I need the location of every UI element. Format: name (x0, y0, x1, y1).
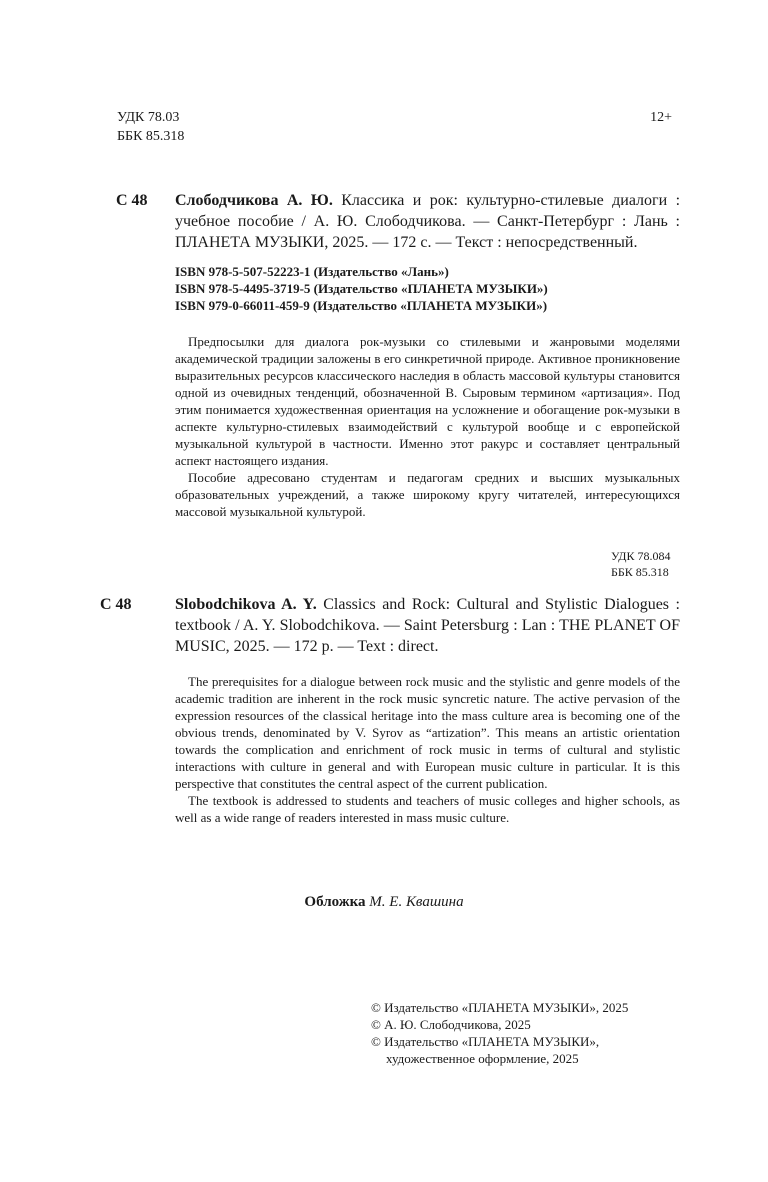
bbk-code: ББК 85.318 (611, 565, 669, 579)
copyright-line: художественное оформление, 2025 (386, 1051, 579, 1066)
isbn-list (175, 263, 680, 314)
en-entry-author: Slobodchikova A. Y. (175, 596, 317, 613)
isbn-line: ISBN 979-0-66011-459-9 (Издательство «ПЛАНЕТА МУЗЫКИ») (175, 298, 548, 313)
classification-codes (117, 108, 184, 146)
en-classification-codes (611, 548, 670, 580)
cover-label: Обложка (304, 894, 366, 910)
copyright-line: © Издательство «ПЛАНЕТА МУЗЫКИ», (371, 1034, 600, 1049)
copyright-line: © Издательство «ПЛАНЕТА МУЗЫКИ», 2025 (371, 1000, 629, 1015)
bbk-code: ББК 85.318 (117, 129, 185, 144)
age-rating: 12+ (650, 110, 672, 125)
ru-annotation-paragraph: Предпосылки для диалога рок-музыки со стилевыми и жанровыми моделями академической традиции заложены в его синкретичной природе. Активное проникновение выразительных ресурсов классического наследия в область массовой культуры становится одной из очевидных тенденций, обозначенной В. Сыровым термином «артизация». Под этим понимается художественная ориентация на усложнение и обогащение рок-музыки в аспекте культурно-стилевых взаимодействий с культурой вообще и с европейской музыкальной культурой в частности. Именно этот ракурс и составляет центральный аспект настоящего издания. (175, 334, 680, 468)
copyright-line: © А. Ю. Слободчикова, 2025 (371, 1017, 531, 1032)
cover-designer: М. Е. Квашина (369, 894, 464, 910)
ru-entry-text: Классика и рок: культурно-стилевые диалоги : учебное пособие / А. Ю. Слободчикова. — Санкт-Петербург : Лань : ПЛАНЕТА МУЗЫКИ, 2025. — 172 с. — Текст : непосредственный. (175, 192, 681, 251)
isbn-line: ISBN 978-5-4495-3719-5 (Издательство «ПЛАНЕТА МУЗЫКИ») (175, 281, 548, 296)
en-annotation-paragraph: The prerequisites for a dialogue between rock music and the stylistic and genre models of the academic tradition are inherent in the rock music syncretic nature. The active pervasion of the expression resources of the classical heritage into the mass culture area is becoming one of the obvious trends, denominated by V. Syrov as “artization”. This means an artistic orientation towards the complication and enrichment of rock music in terms of cultural and stylistic interactions with culture in general and with European music culture in particular. It is this perspective that constitutes the central aspect of the current publication. (175, 674, 680, 791)
ru-bibliographic-entry (116, 190, 680, 253)
ru-entry-body (175, 190, 680, 253)
ru-annotation-paragraph: Пособие адресовано студентам и педагогам средних и высших музыкальных образовательных учреждений, а также широкому кругу читателей, интересующихся массовой музыкальной культурой. (175, 470, 680, 519)
copyright-block (371, 999, 628, 1067)
en-entry-body (175, 594, 680, 657)
author-sign: С 48 (100, 596, 132, 613)
ru-annotation (175, 333, 680, 520)
udk-code: УДК 78.03 (117, 110, 180, 125)
cover-credit (0, 892, 768, 912)
en-annotation (175, 673, 680, 826)
ru-entry-author: Слободчикова А. Ю. (175, 192, 333, 209)
en-entry-text: Classics and Rock: Cultural and Stylistic Dialogues : textbook / A. Y. Slobodchikova. — Saint Petersburg : Lan : THE PLANET OF MUSIC, 2025. — 172 p. — Text : direct. (175, 596, 680, 655)
en-annotation-paragraph: The textbook is addressed to students and teachers of music colleges and higher schools, as well as a wide range of readers interested in mass music culture. (175, 793, 680, 825)
author-sign: С 48 (116, 192, 148, 209)
isbn-line: ISBN 978-5-507-52223-1 (Издательство «Лань») (175, 264, 449, 279)
udk-code: УДК 78.084 (611, 549, 671, 563)
en-bibliographic-entry (100, 594, 680, 657)
